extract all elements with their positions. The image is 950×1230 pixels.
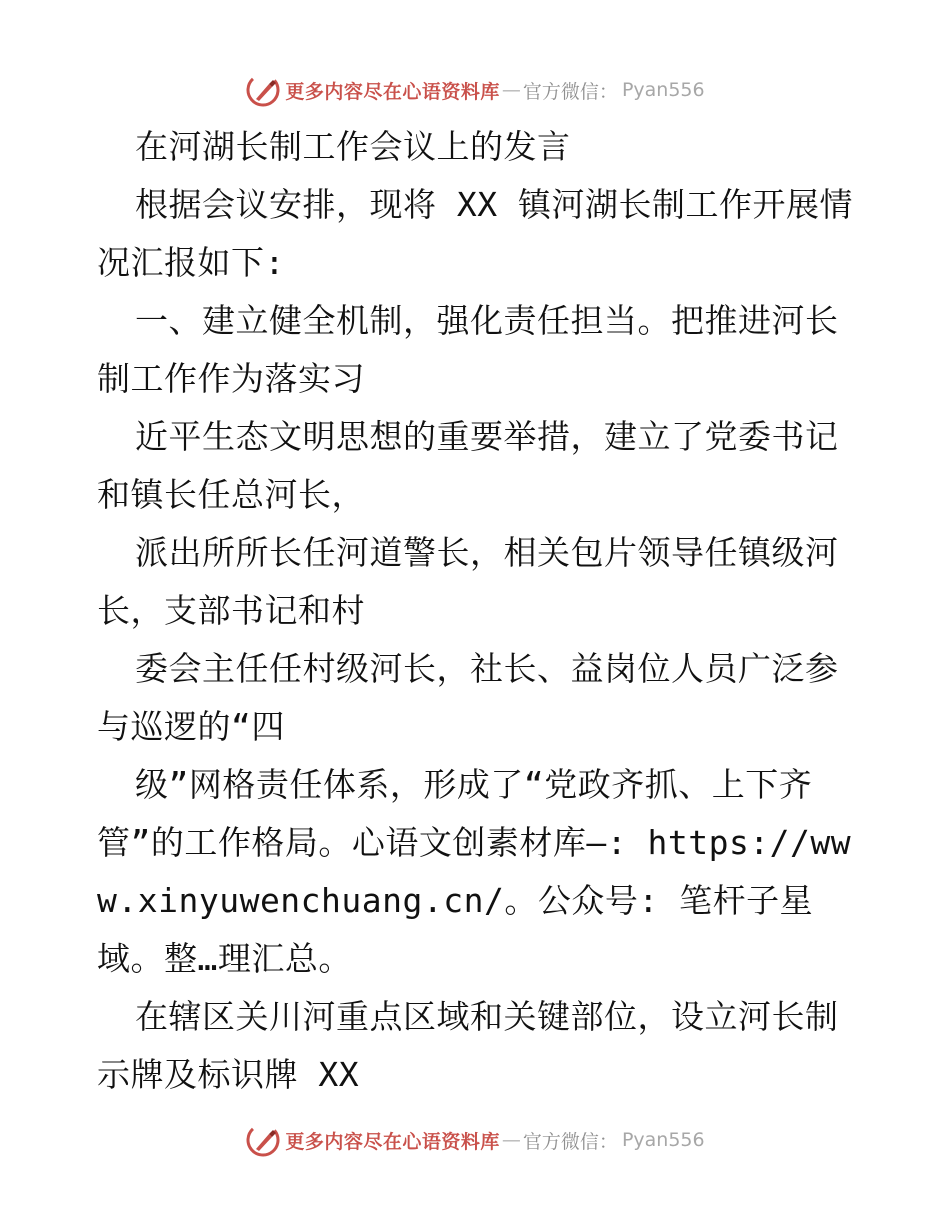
header-watermark-banner [0, 70, 950, 110]
document-title: 在河湖长制工作会议上的发言 [135, 127, 571, 166]
banner-dash: — [501, 1129, 521, 1151]
banner-lead-text: 更多内容尽在心语资料库 [285, 80, 500, 103]
paragraph-5: 委会主任任村级河长，社长、益岗位人员广泛参与巡逻的“四 [97, 649, 839, 746]
document-body [97, 118, 857, 1104]
footer-watermark-banner [0, 1120, 950, 1160]
pen-logo-icon [245, 1122, 281, 1158]
pen-logo-icon [245, 72, 281, 108]
paragraph-1: 根据会议安排，现将 XX 镇河湖长制工作开展情况汇报如下: [97, 185, 853, 282]
paragraph-7: 在辖区关川河重点区域和关键部位，设立河长制示牌及标识牌 XX [97, 997, 839, 1094]
paragraph-6: 级”网格责任体系，形成了“党政齐抓、上下齐管”的工作格局。心语文创素材库—: https://www.xinyuwenchuang.cn/。公众号: 笔杆子星域。整…理汇总。 [97, 765, 852, 978]
paragraph-3: 近平生态文明思想的重要举措，建立了党委书记和镇长任总河长， [97, 417, 839, 514]
banner-dash: — [501, 79, 521, 101]
paragraph-2: 一、建立健全机制，强化责任担当。把推进河长制工作作为落实习 [97, 301, 839, 398]
banner-wechat-id: Pyan556 [621, 1129, 705, 1151]
paragraph-4: 派出所所长任河道警长，相关包片领导任镇级河长，支部书记和村 [97, 533, 839, 630]
banner-wechat-label: 官方微信： [522, 1130, 618, 1153]
banner-wechat-id: Pyan556 [621, 79, 705, 101]
banner-lead-text: 更多内容尽在心语资料库 [285, 1130, 500, 1153]
banner-wechat-label: 官方微信： [522, 80, 618, 103]
